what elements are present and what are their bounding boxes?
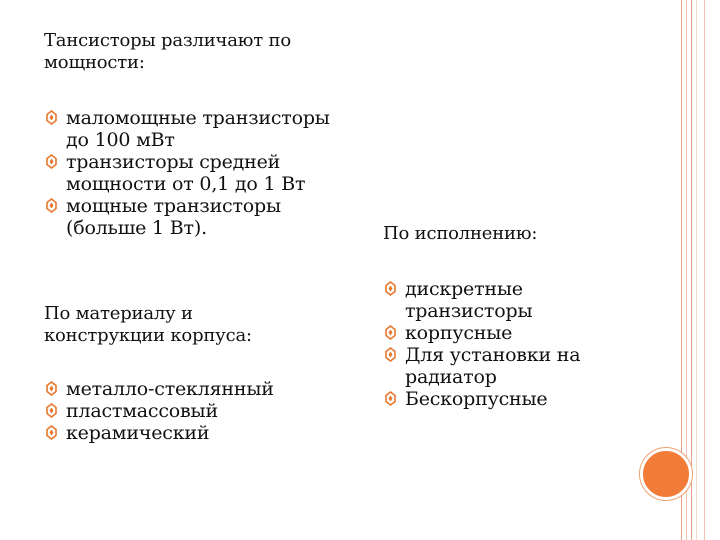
border-line — [696, 0, 697, 540]
list-item — [44, 400, 344, 422]
list-item-text: керамический — [66, 422, 210, 444]
diamond-bullet-icon — [44, 403, 59, 418]
list-item — [44, 378, 344, 400]
orange-circle-icon — [640, 448, 692, 500]
list-item-text: транзисторы средней мощности от 0,1 до 1 Вт — [66, 151, 306, 195]
list-item-text: Бескорпусные — [405, 388, 548, 410]
diamond-bullet-icon — [44, 154, 59, 169]
list-item-text: маломощные транзисторы до 100 мВт — [66, 107, 330, 151]
list-item — [383, 278, 633, 322]
list-item — [44, 151, 354, 195]
border-line — [704, 0, 705, 540]
diamond-bullet-icon — [383, 325, 398, 340]
diamond-bullet-icon — [44, 381, 59, 396]
list-item — [44, 195, 354, 239]
power-heading: Тансисторы различают по мощности: — [44, 30, 291, 73]
diamond-bullet-icon — [383, 347, 398, 362]
list-item — [383, 322, 633, 344]
material-heading — [44, 303, 294, 347]
list-item-text: корпусные — [405, 322, 513, 344]
power-list — [44, 107, 354, 239]
list-item — [383, 344, 633, 388]
list-item-text: дискретные транзисторы — [405, 278, 533, 322]
list-item-text: металло-стеклянный — [66, 378, 274, 400]
diamond-bullet-icon — [44, 425, 59, 440]
diamond-bullet-icon — [383, 391, 398, 406]
material-heading-colon: : — [246, 325, 252, 346]
diamond-bullet-icon — [44, 198, 59, 213]
list-item — [44, 422, 344, 444]
execution-heading: По исполнению: — [383, 223, 538, 244]
diamond-bullet-icon — [44, 110, 59, 125]
material-list — [44, 378, 344, 444]
diamond-bullet-icon — [383, 281, 398, 296]
material-heading-text: По материалу и конструкции корпуса — [44, 303, 246, 346]
execution-list — [383, 278, 633, 410]
list-item-text: мощные транзисторы (больше 1 Вт). — [66, 195, 281, 239]
list-item — [383, 388, 633, 410]
list-item-text: пластмассовый — [66, 400, 218, 422]
list-item-text: Для установки на радиатор — [405, 344, 581, 388]
list-item — [44, 107, 354, 151]
border-line — [691, 0, 692, 540]
